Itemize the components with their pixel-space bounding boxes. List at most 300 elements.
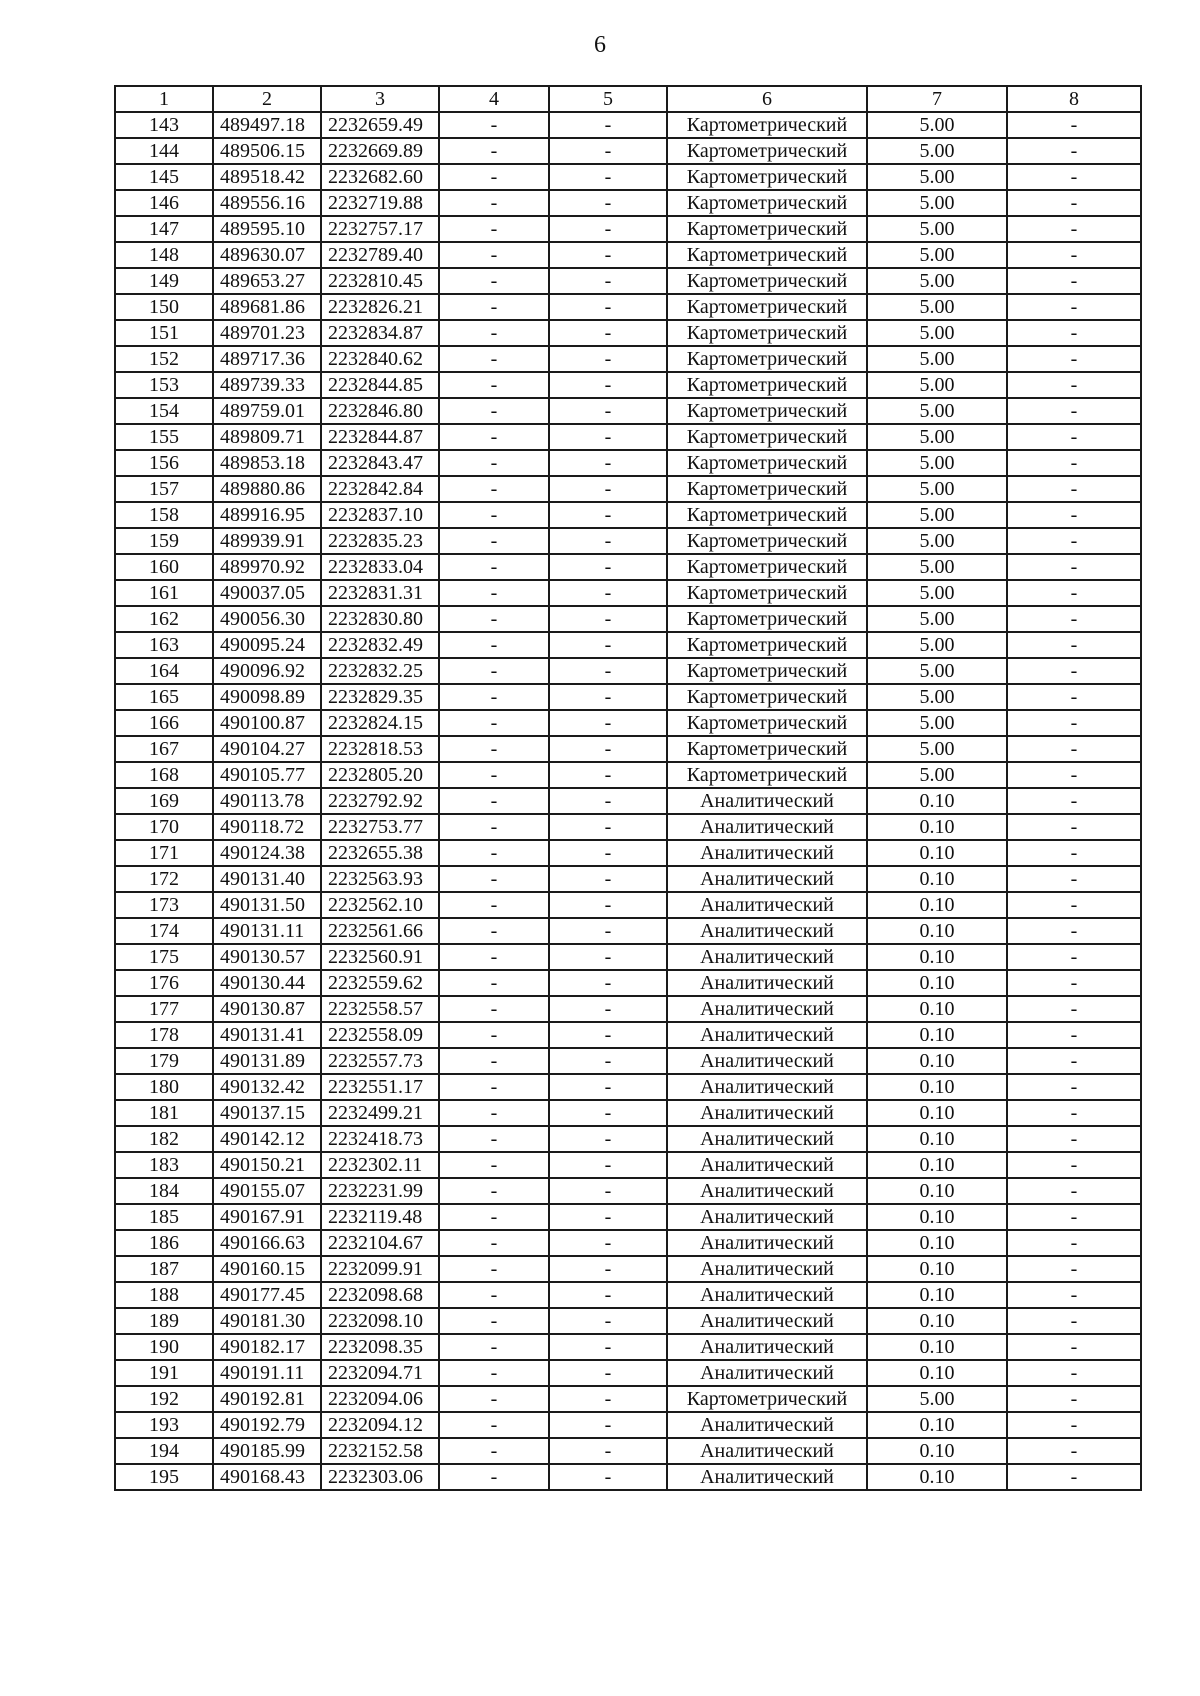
x-coordinate-cell: 490182.17 [213,1334,321,1360]
point-number-cell: 144 [115,138,213,164]
point-number-cell: 164 [115,658,213,684]
y-coordinate-cell: 2232846.80 [321,398,439,424]
method-cell: Картометрический [667,554,867,580]
x-coordinate-cell: 489681.86 [213,294,321,320]
table-row [115,710,1141,736]
col8-cell: - [1007,1022,1141,1048]
table-row [115,242,1141,268]
point-number-cell: 189 [115,1308,213,1334]
header-row [115,86,1141,112]
column-header: 2 [213,86,321,112]
col4-cell: - [439,866,549,892]
accuracy-cell: 5.00 [867,164,1007,190]
x-coordinate-cell: 490167.91 [213,1204,321,1230]
x-coordinate-cell: 489739.33 [213,372,321,398]
col5-cell: - [549,632,667,658]
table-row [115,138,1141,164]
col5-cell: - [549,892,667,918]
table-row [115,476,1141,502]
col8-cell: - [1007,1438,1141,1464]
table-row [115,398,1141,424]
method-cell: Картометрический [667,1386,867,1412]
table-row [115,1464,1141,1490]
accuracy-cell: 0.10 [867,866,1007,892]
accuracy-cell: 0.10 [867,892,1007,918]
table-row [115,996,1141,1022]
col5-cell: - [549,996,667,1022]
col4-cell: - [439,242,549,268]
y-coordinate-cell: 2232418.73 [321,1126,439,1152]
method-cell: Аналитический [667,1438,867,1464]
col8-cell: - [1007,528,1141,554]
col4-cell: - [439,372,549,398]
accuracy-cell: 5.00 [867,554,1007,580]
col5-cell: - [549,944,667,970]
col8-cell: - [1007,216,1141,242]
col8-cell: - [1007,1178,1141,1204]
x-coordinate-cell: 489916.95 [213,502,321,528]
accuracy-cell: 5.00 [867,502,1007,528]
method-cell: Картометрический [667,528,867,554]
table-row [115,190,1141,216]
col8-cell: - [1007,684,1141,710]
x-coordinate-cell: 490130.44 [213,970,321,996]
y-coordinate-cell: 2232098.68 [321,1282,439,1308]
x-coordinate-cell: 490096.92 [213,658,321,684]
col4-cell: - [439,840,549,866]
point-number-cell: 158 [115,502,213,528]
point-number-cell: 159 [115,528,213,554]
col8-cell: - [1007,1334,1141,1360]
col4-cell: - [439,164,549,190]
col4-cell: - [439,1074,549,1100]
table-row [115,892,1141,918]
accuracy-cell: 5.00 [867,424,1007,450]
x-coordinate-cell: 489970.92 [213,554,321,580]
x-coordinate-cell: 490100.87 [213,710,321,736]
y-coordinate-cell: 2232558.57 [321,996,439,1022]
x-coordinate-cell: 490105.77 [213,762,321,788]
point-number-cell: 167 [115,736,213,762]
accuracy-cell: 5.00 [867,112,1007,138]
col4-cell: - [439,1204,549,1230]
col8-cell: - [1007,242,1141,268]
method-cell: Аналитический [667,1412,867,1438]
col8-cell: - [1007,112,1141,138]
x-coordinate-cell: 490137.15 [213,1100,321,1126]
column-header: 4 [439,86,549,112]
point-number-cell: 186 [115,1230,213,1256]
point-number-cell: 160 [115,554,213,580]
x-coordinate-cell: 490191.11 [213,1360,321,1386]
col5-cell: - [549,1152,667,1178]
accuracy-cell: 0.10 [867,944,1007,970]
col8-cell: - [1007,918,1141,944]
y-coordinate-cell: 2232094.71 [321,1360,439,1386]
y-coordinate-cell: 2232557.73 [321,1048,439,1074]
x-coordinate-cell: 490192.81 [213,1386,321,1412]
table-row [115,658,1141,684]
point-number-cell: 195 [115,1464,213,1490]
col5-cell: - [549,190,667,216]
table-row [115,1386,1141,1412]
y-coordinate-cell: 2232099.91 [321,1256,439,1282]
method-cell: Картометрический [667,372,867,398]
col4-cell: - [439,944,549,970]
col5-cell: - [549,268,667,294]
col5-cell: - [549,1230,667,1256]
col5-cell: - [549,580,667,606]
col5-cell: - [549,1022,667,1048]
y-coordinate-cell: 2232835.23 [321,528,439,554]
col8-cell: - [1007,762,1141,788]
x-coordinate-cell: 489653.27 [213,268,321,294]
column-header: 3 [321,86,439,112]
point-number-cell: 147 [115,216,213,242]
point-number-cell: 168 [115,762,213,788]
column-header: 8 [1007,86,1141,112]
point-number-cell: 191 [115,1360,213,1386]
y-coordinate-cell: 2232840.62 [321,346,439,372]
y-coordinate-cell: 2232792.92 [321,788,439,814]
table-row [115,918,1141,944]
y-coordinate-cell: 2232104.67 [321,1230,439,1256]
col4-cell: - [439,1048,549,1074]
col4-cell: - [439,970,549,996]
x-coordinate-cell: 489518.42 [213,164,321,190]
y-coordinate-cell: 2232559.62 [321,970,439,996]
x-coordinate-cell: 490118.72 [213,814,321,840]
point-number-cell: 151 [115,320,213,346]
accuracy-cell: 0.10 [867,970,1007,996]
table-row [115,1100,1141,1126]
point-number-cell: 184 [115,1178,213,1204]
table-row [115,1048,1141,1074]
col4-cell: - [439,710,549,736]
table-row [115,346,1141,372]
accuracy-cell: 0.10 [867,1230,1007,1256]
method-cell: Аналитический [667,970,867,996]
col4-cell: - [439,528,549,554]
point-number-cell: 188 [115,1282,213,1308]
y-coordinate-cell: 2232832.49 [321,632,439,658]
col5-cell: - [549,1204,667,1230]
coordinates-table-container [114,85,1142,1491]
y-coordinate-cell: 2232655.38 [321,840,439,866]
col4-cell: - [439,1256,549,1282]
accuracy-cell: 0.10 [867,1360,1007,1386]
point-number-cell: 146 [115,190,213,216]
table-row [115,1230,1141,1256]
col5-cell: - [549,294,667,320]
accuracy-cell: 5.00 [867,528,1007,554]
col8-cell: - [1007,450,1141,476]
x-coordinate-cell: 490131.50 [213,892,321,918]
x-coordinate-cell: 490142.12 [213,1126,321,1152]
table-row [115,1360,1141,1386]
col4-cell: - [439,138,549,164]
accuracy-cell: 0.10 [867,1048,1007,1074]
method-cell: Картометрический [667,450,867,476]
method-cell: Картометрический [667,138,867,164]
point-number-cell: 170 [115,814,213,840]
col5-cell: - [549,242,667,268]
col4-cell: - [439,1126,549,1152]
col5-cell: - [549,346,667,372]
col8-cell: - [1007,1282,1141,1308]
x-coordinate-cell: 489880.86 [213,476,321,502]
accuracy-cell: 5.00 [867,294,1007,320]
y-coordinate-cell: 2232843.47 [321,450,439,476]
table-row [115,762,1141,788]
y-coordinate-cell: 2232669.89 [321,138,439,164]
method-cell: Картометрический [667,476,867,502]
col4-cell: - [439,476,549,502]
table-row [115,450,1141,476]
accuracy-cell: 0.10 [867,1178,1007,1204]
table-row [115,970,1141,996]
point-number-cell: 180 [115,1074,213,1100]
accuracy-cell: 0.10 [867,918,1007,944]
coordinates-table [114,85,1142,1491]
point-number-cell: 182 [115,1126,213,1152]
x-coordinate-cell: 489556.16 [213,190,321,216]
col5-cell: - [549,138,667,164]
col4-cell: - [439,1438,549,1464]
table-row [115,554,1141,580]
col5-cell: - [549,372,667,398]
accuracy-cell: 5.00 [867,138,1007,164]
col8-cell: - [1007,788,1141,814]
col5-cell: - [549,918,667,944]
table-row [115,1334,1141,1360]
col4-cell: - [439,814,549,840]
y-coordinate-cell: 2232231.99 [321,1178,439,1204]
accuracy-cell: 0.10 [867,996,1007,1022]
point-number-cell: 176 [115,970,213,996]
x-coordinate-cell: 490168.43 [213,1464,321,1490]
table-row [115,372,1141,398]
table-row [115,1152,1141,1178]
accuracy-cell: 5.00 [867,190,1007,216]
y-coordinate-cell: 2232551.17 [321,1074,439,1100]
col4-cell: - [439,1022,549,1048]
col4-cell: - [439,1152,549,1178]
col8-cell: - [1007,554,1141,580]
col4-cell: - [439,684,549,710]
col4-cell: - [439,1230,549,1256]
y-coordinate-cell: 2232563.93 [321,866,439,892]
y-coordinate-cell: 2232302.11 [321,1152,439,1178]
accuracy-cell: 0.10 [867,1152,1007,1178]
table-row [115,684,1141,710]
col4-cell: - [439,996,549,1022]
method-cell: Аналитический [667,1022,867,1048]
col8-cell: - [1007,1204,1141,1230]
method-cell: Аналитический [667,814,867,840]
method-cell: Аналитический [667,1178,867,1204]
method-cell: Картометрический [667,606,867,632]
point-number-cell: 154 [115,398,213,424]
method-cell: Картометрический [667,736,867,762]
col5-cell: - [549,762,667,788]
point-number-cell: 145 [115,164,213,190]
accuracy-cell: 0.10 [867,1308,1007,1334]
method-cell: Картометрический [667,190,867,216]
y-coordinate-cell: 2232757.17 [321,216,439,242]
col5-cell: - [549,1048,667,1074]
accuracy-cell: 5.00 [867,320,1007,346]
x-coordinate-cell: 489497.18 [213,112,321,138]
col8-cell: - [1007,632,1141,658]
accuracy-cell: 0.10 [867,1074,1007,1100]
col8-cell: - [1007,190,1141,216]
method-cell: Аналитический [667,1360,867,1386]
method-cell: Картометрический [667,164,867,190]
table-row [115,632,1141,658]
accuracy-cell: 5.00 [867,268,1007,294]
col8-cell: - [1007,1126,1141,1152]
point-number-cell: 162 [115,606,213,632]
col5-cell: - [549,1100,667,1126]
accuracy-cell: 5.00 [867,242,1007,268]
method-cell: Картометрический [667,398,867,424]
table-row [115,268,1141,294]
method-cell: Аналитический [667,866,867,892]
table-row [115,1256,1141,1282]
method-cell: Картометрический [667,320,867,346]
x-coordinate-cell: 489701.23 [213,320,321,346]
col4-cell: - [439,450,549,476]
method-cell: Аналитический [667,892,867,918]
x-coordinate-cell: 490131.40 [213,866,321,892]
col8-cell: - [1007,606,1141,632]
accuracy-cell: 0.10 [867,1464,1007,1490]
col4-cell: - [439,632,549,658]
col4-cell: - [439,502,549,528]
y-coordinate-cell: 2232829.35 [321,684,439,710]
method-cell: Аналитический [667,1308,867,1334]
accuracy-cell: 5.00 [867,476,1007,502]
method-cell: Аналитический [667,840,867,866]
col5-cell: - [549,840,667,866]
table-row [115,1438,1141,1464]
x-coordinate-cell: 490056.30 [213,606,321,632]
point-number-cell: 169 [115,788,213,814]
col8-cell: - [1007,320,1141,346]
col8-cell: - [1007,1048,1141,1074]
table-row [115,502,1141,528]
point-number-cell: 181 [115,1100,213,1126]
column-header: 6 [667,86,867,112]
y-coordinate-cell: 2232682.60 [321,164,439,190]
x-coordinate-cell: 490130.87 [213,996,321,1022]
col5-cell: - [549,606,667,632]
col5-cell: - [549,1334,667,1360]
page-number: 6 [594,32,606,58]
y-coordinate-cell: 2232094.06 [321,1386,439,1412]
x-coordinate-cell: 490037.05 [213,580,321,606]
accuracy-cell: 0.10 [867,1438,1007,1464]
accuracy-cell: 0.10 [867,1256,1007,1282]
method-cell: Картометрический [667,632,867,658]
col5-cell: - [549,320,667,346]
table-row [115,320,1141,346]
col4-cell: - [439,1178,549,1204]
method-cell: Картометрический [667,216,867,242]
table-row [115,1022,1141,1048]
y-coordinate-cell: 2232719.88 [321,190,439,216]
y-coordinate-cell: 2232152.58 [321,1438,439,1464]
col8-cell: - [1007,736,1141,762]
col5-cell: - [549,970,667,996]
col5-cell: - [549,528,667,554]
table-row [115,216,1141,242]
table-row [115,112,1141,138]
y-coordinate-cell: 2232810.45 [321,268,439,294]
col4-cell: - [439,736,549,762]
table-row [115,424,1141,450]
y-coordinate-cell: 2232830.80 [321,606,439,632]
x-coordinate-cell: 489630.07 [213,242,321,268]
x-coordinate-cell: 490124.38 [213,840,321,866]
point-number-cell: 161 [115,580,213,606]
point-number-cell: 156 [115,450,213,476]
col4-cell: - [439,1360,549,1386]
col5-cell: - [549,736,667,762]
method-cell: Аналитический [667,1074,867,1100]
x-coordinate-cell: 490160.15 [213,1256,321,1282]
col8-cell: - [1007,580,1141,606]
col8-cell: - [1007,710,1141,736]
table-row [115,736,1141,762]
x-coordinate-cell: 490130.57 [213,944,321,970]
table-row [115,1126,1141,1152]
accuracy-cell: 5.00 [867,398,1007,424]
point-number-cell: 178 [115,1022,213,1048]
x-coordinate-cell: 489717.36 [213,346,321,372]
accuracy-cell: 0.10 [867,814,1007,840]
col8-cell: - [1007,398,1141,424]
y-coordinate-cell: 2232834.87 [321,320,439,346]
col4-cell: - [439,320,549,346]
x-coordinate-cell: 490104.27 [213,736,321,762]
table-row [115,1282,1141,1308]
col4-cell: - [439,1386,549,1412]
y-coordinate-cell: 2232844.85 [321,372,439,398]
col8-cell: - [1007,1256,1141,1282]
point-number-cell: 183 [115,1152,213,1178]
point-number-cell: 194 [115,1438,213,1464]
point-number-cell: 175 [115,944,213,970]
col8-cell: - [1007,996,1141,1022]
y-coordinate-cell: 2232818.53 [321,736,439,762]
point-number-cell: 173 [115,892,213,918]
accuracy-cell: 0.10 [867,788,1007,814]
col4-cell: - [439,1334,549,1360]
col8-cell: - [1007,372,1141,398]
table-row [115,788,1141,814]
point-number-cell: 155 [115,424,213,450]
col4-cell: - [439,1308,549,1334]
y-coordinate-cell: 2232844.87 [321,424,439,450]
col5-cell: - [549,216,667,242]
x-coordinate-cell: 490177.45 [213,1282,321,1308]
col8-cell: - [1007,1230,1141,1256]
method-cell: Аналитический [667,1334,867,1360]
point-number-cell: 143 [115,112,213,138]
col8-cell: - [1007,1152,1141,1178]
